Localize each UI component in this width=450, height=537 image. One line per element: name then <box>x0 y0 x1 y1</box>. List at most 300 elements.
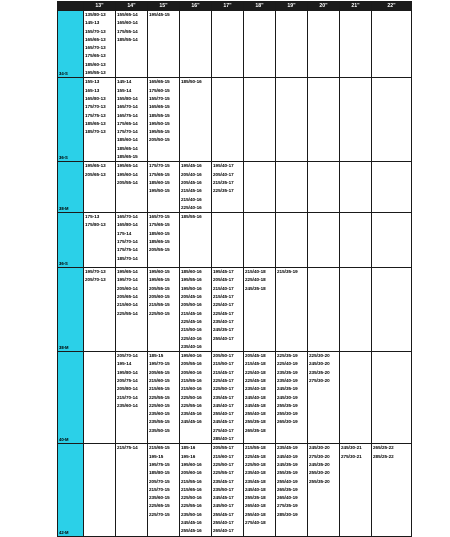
tire-size-entry: 195/45-17 <box>213 269 234 275</box>
tire-size-cell <box>308 213 340 268</box>
tire-size-entry: 195-14 <box>117 361 132 367</box>
tire-size-cell <box>340 213 372 268</box>
tire-size-entry: 165/75-14 <box>117 112 138 118</box>
tire-size-entry: 205/60-15 <box>149 294 170 300</box>
tire-size-cell <box>340 162 372 213</box>
tire-size-cell <box>372 213 412 268</box>
tire-size-entry: 215/60-14 <box>117 302 138 308</box>
tire-size-entry: 145-13 <box>85 20 100 26</box>
tire-size-entry: 165/80-13 <box>85 95 106 101</box>
tire-size-entry: 235/45-17 <box>213 478 234 484</box>
tire-size-entry: 195/55-13 <box>85 70 106 76</box>
tire-size-cell <box>116 78 148 162</box>
chain-size-row <box>58 213 412 268</box>
tire-size-entry: 225/55-16 <box>181 402 202 408</box>
tire-size-cell <box>116 162 148 213</box>
tire-size-body <box>58 11 412 537</box>
tire-size-entry: 175-14 <box>117 230 132 236</box>
tire-size-entry: 245/30-20 <box>309 361 330 367</box>
tire-size-entry: 265/25-22 <box>373 445 394 451</box>
tire-size-cell <box>244 268 276 352</box>
tire-size-entry: 225/55-15 <box>149 394 170 400</box>
tire-size-entry: 155/65-14 <box>117 12 138 17</box>
tire-size-entry: 275/40-17 <box>213 427 234 433</box>
tire-size-entry: 185/60-16 <box>181 269 202 275</box>
chain-size-row <box>58 352 412 444</box>
rim-size-header: 22" <box>372 2 412 11</box>
tire-size-entry: 175/65-13 <box>85 53 106 59</box>
tire-size-entry: 235/55-15 <box>149 419 170 425</box>
chain-size-label <box>58 162 84 213</box>
rim-size-header-row <box>58 2 412 11</box>
tire-size-entry: 205/50-15 <box>149 137 170 143</box>
tire-size-entry: 215/55-18 <box>245 445 266 451</box>
tire-size-cell <box>276 444 308 536</box>
tire-size-cell <box>372 268 412 352</box>
chain-size-label <box>58 213 84 268</box>
chain-size-code: 38-M <box>59 345 69 351</box>
tire-size-cell <box>212 352 244 444</box>
tire-size-entry: 175/70-14 <box>117 129 138 135</box>
tire-size-entry: 215/65-16 <box>181 486 202 492</box>
tire-size-cell <box>84 78 116 162</box>
tire-size-cell <box>340 78 372 162</box>
tire-size-entry: 255/35-18 <box>245 419 266 425</box>
tire-size-entry: 215/45-16 <box>181 310 202 316</box>
tire-size-entry: 205/60-16 <box>181 470 202 476</box>
tire-size-entry: 165/65-15 <box>149 79 170 85</box>
tire-size-entry: 185/55-14 <box>117 36 138 42</box>
tire-size-entry: 205/50-16 <box>181 302 202 308</box>
tire-size-entry: 225/55-14 <box>117 310 138 316</box>
tire-size-cell <box>212 268 244 352</box>
tire-size-entry: 165-13 <box>85 87 100 93</box>
tire-size-cell <box>244 352 276 444</box>
tire-size-entry: 205/45-18 <box>245 353 266 359</box>
tire-size-entry: 175/75-13 <box>85 112 106 118</box>
tire-size-entry: 205/70-14 <box>117 353 138 359</box>
tire-size-entry: 255/45-16 <box>181 528 202 534</box>
rim-size-header: 17" <box>212 2 244 11</box>
chain-size-label <box>58 352 84 444</box>
tire-size-entry: 265/40-17 <box>213 528 234 534</box>
tire-size-entry: 145-14 <box>117 79 132 85</box>
tire-size-entry: 175/55-14 <box>117 28 138 34</box>
tire-size-entry: 275/35-19 <box>277 503 298 509</box>
tire-size-entry: 225/40-18 <box>245 277 266 283</box>
tire-size-cell <box>84 444 116 536</box>
tire-size-entry: 245/40-18 <box>245 486 266 492</box>
tire-size-cell <box>148 268 180 352</box>
tire-size-cell <box>244 78 276 162</box>
tire-size-entry: 225/55-16 <box>181 503 202 509</box>
tire-size-entry: 245/35-17 <box>213 327 234 333</box>
tire-size-entry: 235/50-16 <box>181 511 202 517</box>
rim-size-header: 21" <box>340 2 372 11</box>
tire-size-entry: 225/40-18 <box>245 369 266 375</box>
tire-size-entry: 225/50-17 <box>213 461 234 467</box>
tire-size-entry: 235/60-15 <box>149 495 170 501</box>
tire-size-entry: 155-14 <box>117 87 132 93</box>
tire-size-entry: 205/55-16 <box>181 361 202 367</box>
tire-size-entry: 215/60-17 <box>213 453 234 459</box>
tire-size-entry: 225/50-18 <box>245 461 266 467</box>
rim-size-header: 16" <box>180 2 212 11</box>
tire-size-entry: 275/30-20 <box>309 377 330 383</box>
tire-size-entry: 245/45-16 <box>181 419 202 425</box>
tire-size-cell <box>116 352 148 444</box>
tire-size-entry: 175/80-13 <box>85 222 106 228</box>
tire-size-cell <box>212 213 244 268</box>
tire-size-entry: 235/40-16 <box>181 343 202 349</box>
tire-size-entry: 185/65-15 <box>117 154 138 160</box>
tire-size-entry: 275/30-20 <box>309 453 330 459</box>
tire-size-entry: 235/45-16 <box>181 411 202 417</box>
tire-size-entry: 245/30-20 <box>309 445 330 451</box>
tire-size-cell <box>180 11 212 78</box>
tire-size-entry: 255/35-19 <box>277 470 298 476</box>
tire-size-entry: 195/80-14 <box>117 369 138 375</box>
tire-size-cell <box>276 268 308 352</box>
chain-size-code: 40-M <box>59 437 69 443</box>
tire-size-entry: 255/35-19 <box>277 402 298 408</box>
tire-size-entry: 165/70-14 <box>117 214 138 220</box>
tire-size-entry: 225/40-16 <box>181 204 202 210</box>
tire-size-entry: 205/80-14 <box>117 386 138 392</box>
tire-size-cell <box>340 352 372 444</box>
tire-size-entry: 215/55-16 <box>181 478 202 484</box>
tire-size-entry: 235/35-20 <box>309 369 330 375</box>
tire-size-cell <box>116 444 148 536</box>
tire-size-entry: 285/30-19 <box>277 511 298 517</box>
tire-size-entry: 175/70-13 <box>85 104 106 110</box>
tire-size-cell <box>340 11 372 78</box>
tire-size-cell <box>84 352 116 444</box>
chain-size-row <box>58 78 412 162</box>
tire-size-entry: 215/45-17 <box>213 369 234 375</box>
tire-size-cell <box>148 78 180 162</box>
tire-size-entry: 185/50-16 <box>181 79 202 85</box>
tire-size-cell <box>372 78 412 162</box>
tire-size-cell <box>372 444 412 536</box>
tire-size-entry: 255/35-18 <box>245 495 266 501</box>
tire-size-entry: 215/55-16 <box>181 377 202 383</box>
tire-size-entry: 225/35-19 <box>277 353 298 359</box>
tire-size-entry: 175/75-14 <box>117 247 138 253</box>
tire-size-entry: 205/65-13 <box>85 171 106 177</box>
tire-size-entry: 175/65-14 <box>117 120 138 126</box>
tire-size-entry: 175/65-15 <box>149 222 170 228</box>
tire-size-entry: 235/40-19 <box>277 377 298 383</box>
tire-size-entry: 265/35-19 <box>277 486 298 492</box>
tire-size-entry: 195/65-14 <box>117 269 138 275</box>
tire-size-entry: 235/45-19 <box>277 445 298 451</box>
tire-size-entry: 185-16 <box>181 445 196 451</box>
chain-size-label <box>58 78 84 162</box>
chain-size-row <box>58 11 412 78</box>
tire-size-entry: 225/50-17 <box>213 386 234 392</box>
tire-size-entry: 195/65-13 <box>85 163 106 169</box>
tire-size-entry: 205/70-15 <box>149 478 170 484</box>
tire-size-entry: 195-15 <box>149 453 164 459</box>
tire-size-entry: 265/35-18 <box>245 427 266 433</box>
tire-size-entry: 215/55-15 <box>149 302 170 308</box>
tire-size-entry: 225/40-19 <box>277 361 298 367</box>
tire-size-cell <box>180 268 212 352</box>
tire-size-entry: 195/65-15 <box>149 277 170 283</box>
tire-size-cell <box>372 352 412 444</box>
rim-size-header: 19" <box>276 2 308 11</box>
tire-size-entry: 165/65-13 <box>85 36 106 42</box>
tire-size-cell <box>308 268 340 352</box>
tire-size-entry: 285/40-17 <box>213 436 234 442</box>
tire-size-entry: 235/50-17 <box>213 486 234 492</box>
tire-size-cell <box>244 444 276 536</box>
tire-size-cell <box>244 162 276 213</box>
tire-size-entry: 205/40-17 <box>213 171 234 177</box>
tire-size-cell <box>180 162 212 213</box>
tire-size-cell <box>276 213 308 268</box>
tire-size-cell <box>148 162 180 213</box>
tire-size-entry: 165/80-14 <box>117 222 138 228</box>
tire-size-cell <box>84 162 116 213</box>
tire-size-entry: 195/55-15 <box>149 129 170 135</box>
tire-size-entry: 185/55-16 <box>181 214 202 220</box>
tire-size-entry: 195/65-14 <box>117 163 138 169</box>
tire-size-cell <box>276 11 308 78</box>
tire-size-cell <box>116 268 148 352</box>
tire-size-entry: 175/60-15 <box>149 87 170 93</box>
tire-size-cell <box>84 213 116 268</box>
tire-size-entry: 245/35-20 <box>309 461 330 467</box>
tire-size-entry: 195/55-16 <box>181 277 202 283</box>
tire-size-entry: 245/30-21 <box>341 445 362 451</box>
rim-size-header: 15" <box>148 2 180 11</box>
tire-size-entry: 195/70-14 <box>117 277 138 283</box>
tire-size-entry: 245/40-17 <box>213 402 234 408</box>
tire-size-cell <box>148 444 180 536</box>
tire-size-entry: 185/60-14 <box>117 137 138 143</box>
tire-size-entry: 235/40-18 <box>245 470 266 476</box>
tire-size-entry: 235/35-19 <box>277 369 298 375</box>
tire-size-entry: 225/50-16 <box>181 495 202 501</box>
tire-size-entry: 195/70-15 <box>149 361 170 367</box>
tire-size-entry: 195/40-17 <box>213 163 234 169</box>
tire-size-entry: 235/45-17 <box>213 394 234 400</box>
tire-size-entry: 225/60-15 <box>149 402 170 408</box>
tire-size-entry: 285/25-22 <box>373 453 394 459</box>
chain-size-row <box>58 162 412 213</box>
tire-size-entry: 245/30-19 <box>277 394 298 400</box>
tire-size-entry: 155/70-15 <box>149 95 170 101</box>
tire-size-entry: 195/60-16 <box>181 461 202 467</box>
tire-size-entry: 275/40-18 <box>245 520 266 526</box>
tire-size-entry: 245/35-19 <box>277 461 298 467</box>
rim-size-header: 20" <box>308 2 340 11</box>
tire-size-entry: 215/70-15 <box>149 486 170 492</box>
tire-size-cell <box>244 213 276 268</box>
tire-size-entry: 225/45-17 <box>213 377 234 383</box>
tire-size-cell <box>84 11 116 78</box>
tire-size-entry: 255/40-18 <box>245 411 266 417</box>
chain-size-label <box>58 268 84 352</box>
tire-size-entry: 205/45-16 <box>181 294 202 300</box>
tire-size-cell <box>180 352 212 444</box>
tire-size-entry: 225/50-15 <box>149 310 170 316</box>
tire-size-entry: 215/75-14 <box>117 445 138 451</box>
tire-size-entry: 245/45-16 <box>181 520 202 526</box>
tire-size-entry: 215/60-16 <box>181 386 202 392</box>
tire-size-entry: 225/45-16 <box>181 318 202 324</box>
tire-size-entry: 185/70-13 <box>85 129 106 135</box>
tire-size-entry: 205/65-14 <box>117 294 138 300</box>
tire-size-cell <box>372 11 412 78</box>
tire-size-entry: 205/75-14 <box>117 377 138 383</box>
tire-size-cell <box>340 268 372 352</box>
tire-size-entry: 225/40-16 <box>181 335 202 341</box>
tire-size-entry: 215/45-16 <box>181 188 202 194</box>
tire-size-entry: 265/40-18 <box>245 503 266 509</box>
rim-size-header: 18" <box>244 2 276 11</box>
tire-size-entry: 265/40-19 <box>277 495 298 501</box>
chain-size-code: 36-S <box>59 155 68 161</box>
tire-size-entry: 195/75-15 <box>149 461 170 467</box>
tire-size-entry: 225/55-17 <box>213 470 234 476</box>
tire-size-cell <box>180 213 212 268</box>
chain-size-row <box>58 268 412 352</box>
tire-size-entry: 215/40-17 <box>213 285 234 291</box>
tire-size-entry: 235/45-18 <box>245 478 266 484</box>
tire-size-entry: 165/70-14 <box>117 104 138 110</box>
tire-size-entry: 255/35-20 <box>309 478 330 484</box>
tire-size-entry: 175/65-15 <box>149 171 170 177</box>
tire-size-entry: 215/50-17 <box>213 361 234 367</box>
tire-size-entry: 185/65-15 <box>149 239 170 245</box>
tire-size-entry: 225/70-15 <box>149 511 170 517</box>
tire-size-entry: 215/45-18 <box>245 361 266 367</box>
tire-size-entry: 155/70-13 <box>85 28 106 34</box>
tire-size-entry: 195/60-14 <box>117 171 138 177</box>
tire-size-entry: 185/60-15 <box>149 230 170 236</box>
tire-size-grid <box>57 1 411 535</box>
tire-size-entry: 185/80-15 <box>149 470 170 476</box>
tire-size-entry: 275/30-21 <box>341 453 362 459</box>
tire-size-cell <box>276 352 308 444</box>
tire-size-entry: 195/50-16 <box>181 285 202 291</box>
tire-size-entry: 205/60-14 <box>117 285 138 291</box>
tire-size-entry: 195/60-16 <box>181 353 202 359</box>
tire-size-entry: 175/70-15 <box>149 163 170 169</box>
tire-size-cell <box>212 78 244 162</box>
tire-size-entry: 155-13 <box>85 79 100 85</box>
tire-size-entry: 185/55-15 <box>149 112 170 118</box>
tire-size-entry: 185/60-15 <box>149 179 170 185</box>
tire-size-entry: 245/45-17 <box>213 419 234 425</box>
tire-size-entry: 225/50-16 <box>181 394 202 400</box>
tire-size-entry: 245/45-17 <box>213 495 234 501</box>
tire-size-cell <box>276 78 308 162</box>
tire-size-cell <box>340 444 372 536</box>
tire-size-entry: 185/65-14 <box>117 145 138 151</box>
tire-size-cell <box>308 162 340 213</box>
tire-size-cell <box>180 444 212 536</box>
tire-size-cell <box>180 78 212 162</box>
tire-size-entry: 205/55-15 <box>149 285 170 291</box>
tire-size-entry: 205/70-13 <box>85 277 106 283</box>
tire-size-entry: 235/60-14 <box>117 402 138 408</box>
tire-size-entry: 205/55-17 <box>213 445 234 451</box>
tire-size-entry: 215/40-18 <box>245 269 266 275</box>
tire-size-entry: 215/35-19 <box>277 269 298 275</box>
tire-size-entry: 225/45-18 <box>245 377 266 383</box>
tire-size-cell <box>372 162 412 213</box>
tire-size-entry: 245/40-19 <box>277 453 298 459</box>
tire-size-entry: 265/30-19 <box>277 419 298 425</box>
tire-size-entry: 215/50-16 <box>181 327 202 333</box>
tire-size-entry: 255/40-18 <box>245 511 266 517</box>
tire-size-entry: 245/35-18 <box>245 285 266 291</box>
tire-size-entry: 195/50-15 <box>149 120 170 126</box>
tire-size-entry: 225/45-17 <box>213 310 234 316</box>
tire-size-cell <box>148 11 180 78</box>
tire-size-entry: 225/45-18 <box>245 453 266 459</box>
tire-size-entry: 175/70-14 <box>117 239 138 245</box>
tire-size-cell <box>148 213 180 268</box>
tire-size-cell <box>116 11 148 78</box>
chain-size-label <box>58 11 84 78</box>
tire-size-entry: 215/35-17 <box>213 179 234 185</box>
tire-size-entry: 255/40-17 <box>213 520 234 526</box>
tire-size-entry: 235/40-17 <box>213 318 234 324</box>
chain-size-code: 42-M <box>59 529 69 535</box>
tire-size-entry: 255/30-20 <box>309 470 330 476</box>
tire-size-entry: 165/70-15 <box>149 214 170 220</box>
tire-size-entry: 195-16 <box>181 453 196 459</box>
tire-size-entry: 195/70-13 <box>85 269 106 275</box>
tire-size-cell <box>84 268 116 352</box>
rim-size-header: 13" <box>84 2 116 11</box>
chain-size-row <box>58 444 412 536</box>
tire-size-entry: 255/30-19 <box>277 411 298 417</box>
tire-size-cell <box>308 444 340 536</box>
tire-size-table <box>57 1 412 537</box>
chain-size-code: 34-S <box>59 71 68 77</box>
tire-size-entry: 205/65-15 <box>149 369 170 375</box>
tire-size-cell <box>116 213 148 268</box>
chain-size-label <box>58 444 84 536</box>
tire-size-entry: 185/70-14 <box>117 255 138 261</box>
tire-size-entry: 215/45-17 <box>213 294 234 300</box>
tire-size-entry: 255/45-17 <box>213 511 234 517</box>
tire-size-entry: 195/45-15 <box>149 12 170 17</box>
tire-size-entry: 205/55-15 <box>149 247 170 253</box>
rim-size-header: 14" <box>116 2 148 11</box>
tire-size-entry: 205/40-16 <box>181 171 202 177</box>
tire-size-entry: 215/65-15 <box>149 386 170 392</box>
tire-size-cell <box>244 11 276 78</box>
tire-size-entry: 185-15 <box>149 353 164 359</box>
tire-size-entry: 245/45-18 <box>245 402 266 408</box>
tire-size-entry: 225/35-17 <box>213 188 234 194</box>
tire-size-cell <box>308 78 340 162</box>
tire-size-entry: 225/65-15 <box>149 503 170 509</box>
tire-size-entry: 205/45-16 <box>181 179 202 185</box>
tire-size-entry: 185/65-13 <box>85 120 106 126</box>
tire-size-entry: 205/55-14 <box>117 179 138 185</box>
header-corner <box>58 2 84 11</box>
tire-size-cell <box>148 352 180 444</box>
tire-size-entry: 195/45-16 <box>181 163 202 169</box>
